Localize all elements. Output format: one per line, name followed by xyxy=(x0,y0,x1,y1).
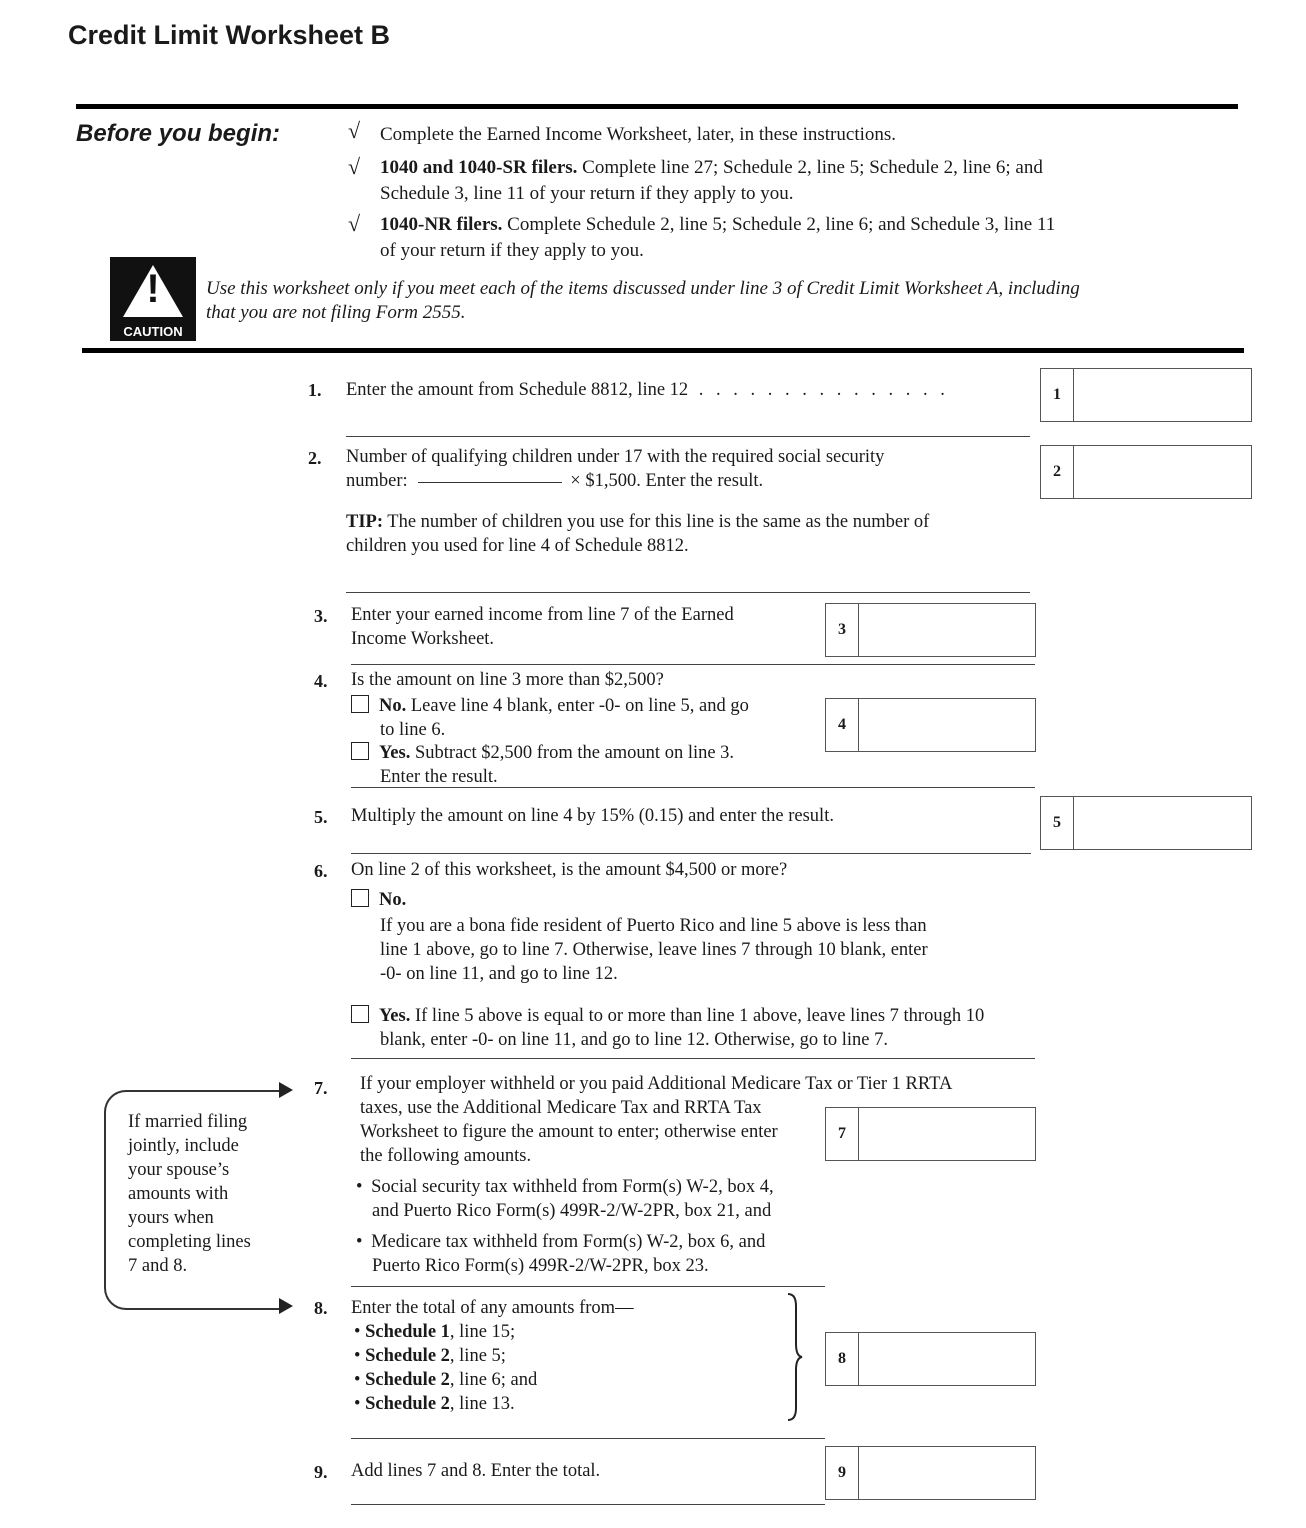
line-9-box-label: 9 xyxy=(825,1446,859,1500)
line-7-box-label: 7 xyxy=(825,1107,859,1161)
top-rule xyxy=(76,104,1238,109)
line-2-number: 2. xyxy=(308,448,322,468)
before-item-1: Complete the Earned Income Worksheet, later, in these instructions. xyxy=(380,124,897,145)
caution-rule xyxy=(82,348,1244,353)
line-9-amount-field[interactable] xyxy=(858,1446,1036,1500)
list-item: • Schedule 2, line 5; xyxy=(354,1346,506,1366)
line-2-tip: TIP: The number of children you use for this line is the same as the number of children you used for line 4 of Schedule 8812. xyxy=(346,512,930,556)
before-you-begin-heading: Before you begin: xyxy=(76,120,281,147)
separator xyxy=(351,1286,825,1287)
line-4-box-label: 4 xyxy=(825,698,859,752)
line-1-amount-field[interactable] xyxy=(1073,368,1252,422)
line-6-number: 6. xyxy=(314,861,328,881)
line-2-amount-field[interactable] xyxy=(1073,445,1252,499)
line-9-number: 9. xyxy=(314,1462,328,1482)
separator xyxy=(351,787,1035,788)
line-8-intro: Enter the total of any amounts from— xyxy=(351,1298,634,1318)
line-8-box-label: 8 xyxy=(825,1332,859,1386)
line-1-box-label: 1 xyxy=(1040,368,1074,422)
separator xyxy=(351,1438,825,1439)
line-4-number: 4. xyxy=(314,671,328,691)
line-9-text: Add lines 7 and 8. Enter the total. xyxy=(351,1461,601,1481)
line-7-number: 7. xyxy=(314,1078,328,1098)
separator xyxy=(351,1058,1035,1059)
checkmark-icon: √ xyxy=(348,211,361,236)
line-4-no-checkbox[interactable] xyxy=(351,695,369,713)
children-count-field[interactable] xyxy=(418,482,562,483)
separator xyxy=(351,1504,825,1505)
arrow-right-icon xyxy=(279,1298,293,1314)
line-3-text: Enter your earned income from line 7 of the Earned Income Worksheet. xyxy=(351,605,734,649)
list-item: • Schedule 2, line 6; and xyxy=(354,1370,538,1390)
line-7-bullet-1: • Social security tax withheld from Form(s) W-2, box 4, and Puerto Rico Form(s) 499R-2/W-2PR, box 21, and xyxy=(356,1177,774,1221)
line-8-amount-field[interactable] xyxy=(858,1332,1036,1386)
line-4-yes-checkbox[interactable] xyxy=(351,742,369,760)
line-4-amount-field[interactable] xyxy=(858,698,1036,752)
checkmark-icon: √ xyxy=(348,118,361,143)
line-6-no-text: If you are a bona fide resident of Puerto Rico and line 5 above is less than line 1 above, go to line 7. Otherwise, leave lines 7 through 10 blank, enter -0- on line 11, and go to line 12. xyxy=(380,916,928,984)
line-5-number: 5. xyxy=(314,807,328,827)
before-item-2: 1040 and 1040-SR filers. Complete line 27; Schedule 2, line 5; Schedule 2, line 6; and Schedule 3, line 11 of your return if they apply to you. xyxy=(380,157,1043,204)
line-3-box-label: 3 xyxy=(825,603,859,657)
separator xyxy=(351,664,1035,665)
line-7-bullet-2: • Medicare tax withheld from Form(s) W-2, box 6, and Puerto Rico Form(s) 499R-2/W-2PR, box 23. xyxy=(356,1232,766,1276)
arrow-right-icon xyxy=(279,1082,293,1098)
list-item: • Schedule 1, line 15; xyxy=(354,1322,516,1342)
separator xyxy=(351,853,1031,854)
line-2-text: Number of qualifying children under 17 with the required social security number: × $1,500. Enter the result. xyxy=(346,447,885,491)
separator xyxy=(346,592,1030,593)
line-3-number: 3. xyxy=(314,606,328,626)
line-4-question: Is the amount on line 3 more than $2,500? xyxy=(351,670,664,690)
line-4-no-option: No. Leave line 4 blank, enter -0- on line 5, and go to line 6. xyxy=(351,694,821,742)
line-6-no-checkbox[interactable] xyxy=(351,889,369,907)
line-6-no-option: No. xyxy=(351,888,1031,912)
line-7-amount-field[interactable] xyxy=(858,1107,1036,1161)
caution-text: Use this worksheet only if you meet each of the items discussed under line 3 of Credit Limit Worksheet A, including that you are not filing Form 2555. xyxy=(206,278,1080,323)
line-7-text: If your employer withheld or you paid Additional Medicare Tax or Tier 1 RRTA taxes, use the Additional Medicare Tax and RRTA Tax Worksheet to figure the amount to enter; otherwise enter the following amounts. xyxy=(360,1074,953,1166)
caution-icon: ! CAUTION xyxy=(110,257,196,341)
caution-label: CAUTION xyxy=(123,324,183,339)
line-6-yes-checkbox[interactable] xyxy=(351,1005,369,1023)
checkmark-icon: √ xyxy=(348,154,361,179)
line-1-number: 1. xyxy=(308,380,322,400)
line-6-yes-option: Yes. If line 5 above is equal to or more than line 1 above, leave lines 7 through 10 blank, enter -0- on line 11, and go to line 12. Otherwise, go to line 7. xyxy=(351,1004,1031,1052)
page-title: Credit Limit Worksheet B xyxy=(68,20,391,50)
line-5-text: Multiply the amount on line 4 by 15% (0.15) and enter the result. xyxy=(351,806,834,826)
line-5-box-label: 5 xyxy=(1040,796,1074,850)
separator xyxy=(346,436,1030,437)
line-6-question: On line 2 of this worksheet, is the amount $4,500 or more? xyxy=(351,860,788,880)
before-item-3: 1040-NR filers. Complete Schedule 2, line 5; Schedule 2, line 6; and Schedule 3, line 11 of your return if they apply to you. xyxy=(380,214,1056,261)
line-2-box-label: 2 xyxy=(1040,445,1074,499)
line-1-text: Enter the amount from Schedule 8812, line 12 . . . . . . . . . . . . . . . xyxy=(346,380,949,400)
line-3-amount-field[interactable] xyxy=(858,603,1036,657)
side-note-text: If married filing jointly, include your spouse’s amounts with yours when completing lines 7 and 8. xyxy=(128,1112,251,1276)
list-item: • Schedule 2, line 13. xyxy=(354,1394,515,1414)
line-8-number: 8. xyxy=(314,1298,328,1318)
line-4-yes-option: Yes. Subtract $2,500 from the amount on line 3. Enter the result. xyxy=(351,741,821,789)
line-5-amount-field[interactable] xyxy=(1073,796,1252,850)
line-8-schedule-list xyxy=(354,1320,774,1416)
curly-brace-icon xyxy=(784,1292,804,1422)
